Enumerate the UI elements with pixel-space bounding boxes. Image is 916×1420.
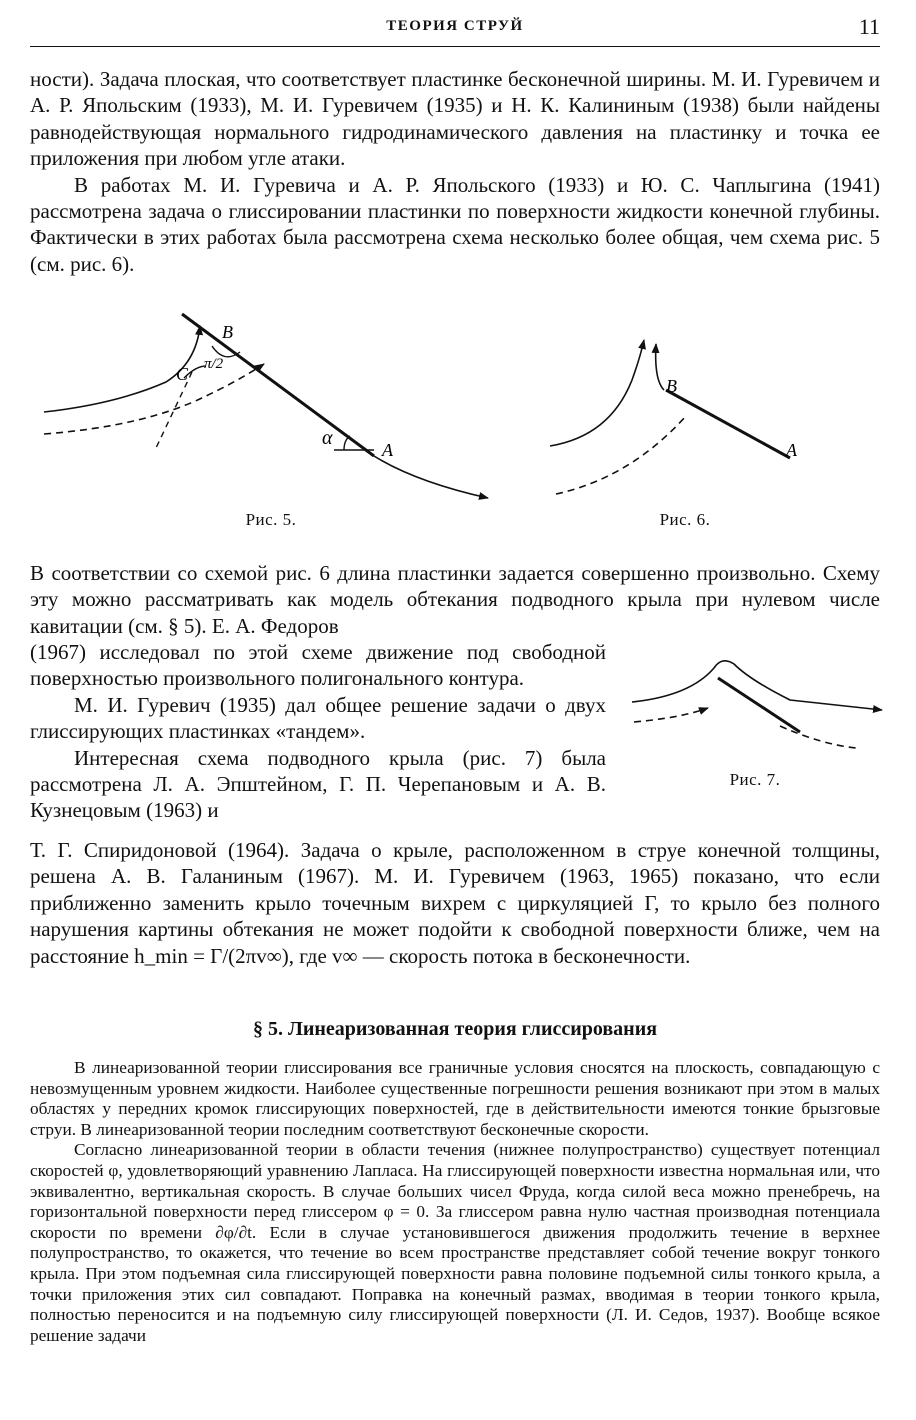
label-b: B: [666, 376, 677, 396]
figure-6-diagram: [540, 330, 880, 510]
middle-text-full: [30, 560, 880, 639]
label-right-angle: π/2: [204, 356, 224, 372]
dashed-streamline-right: [780, 726, 856, 748]
plate-line: [182, 314, 374, 456]
section-title: § 5. Линеаризованная теория глиссирования: [252, 1018, 658, 1040]
paragraph: Согласно линеаризованной теории в области течения (нижнее полупространство) существует потенциал скоростей φ, удовлетворяющий уравнению Лапласа. На глиссирующей поверхности известна нормальная или, что эквивалентно, вертикальная скорость. В случае больших чисел Фруда, когда силой веса можно пренебречь, на горизонтальной поверхности перед глиссером φ = 0. За глиссером равна нулю частная производная потенциала скорости по времени ∂φ/∂t. Если в случае установившегося движения продолжить течение в верхнее полупространство, то окажется, что течение во всем пространстве представляет собой течение вокруг тонкого крыла. При этом подъемная сила глиссирующей поверхности равна половине подъемной силы тонкого крыла, а точки приложения этих сил совпадают. Поправка на конечный размах, вводимая в теории тонкого крыла, полностью переносится и на подъемную силу глиссирующей поверхности (Л. И. Седов, 1937). Вообще всякое решение задачи: [30, 1140, 880, 1345]
figure-7-caption: Рис. 7.: [729, 770, 781, 789]
figure-5-caption: Рис. 5.: [245, 510, 297, 529]
dashed-streamline: [44, 364, 264, 434]
label-c: C: [176, 364, 189, 384]
plate-line: [666, 390, 790, 458]
figure-5: [36, 308, 506, 538]
figure-6-caption: Рис. 6.: [659, 510, 711, 529]
paragraph: В соответствии со схемой рис. 6 длина пластинки задается совершенно произвольно. Схему эту можно рассматривать как модель обтекания подводного крыла при нулевом числе кавитации (см. § 5). Е. А. Федоров: [30, 561, 880, 638]
dashed-streamline: [556, 416, 686, 494]
middle-text-continued: [30, 837, 880, 969]
dashed-streamline-left: [634, 708, 708, 722]
header-rule: [30, 46, 880, 47]
label-alpha: α: [322, 427, 333, 449]
trailing-streamline: [374, 456, 488, 498]
spray-jet-streamline: [656, 344, 664, 390]
figure-7: [630, 648, 890, 798]
wrapped-text: [30, 639, 606, 824]
running-title: ТЕОРИЯ СТРУЙ: [386, 18, 524, 34]
top-text-block: [30, 66, 880, 277]
hydrofoil-line: [718, 678, 800, 732]
figure-7-diagram: [630, 648, 890, 768]
running-head: [30, 14, 880, 40]
label-b: B: [222, 322, 233, 342]
upper-streamline: [550, 340, 644, 446]
paragraph: В работах М. И. Гуревича и А. Р. Япольского (1933) и Ю. С. Чаплыгина (1941) рассмотрена задача о глиссировании пластинки по поверхности жидкости конечной глубины. Фактически в этих работах была рассмотрена схема несколько более общая, чем схема рис. 5 (см. рис. 6).: [30, 172, 880, 276]
paragraph: М. И. Гуревич (1935) дал общее решение задачи о двух глиссирующих пластинках «тандем».: [30, 692, 606, 744]
label-a: A: [382, 440, 393, 460]
paragraph: (1967) исследовал по этой схеме движение под свободной поверхностью произвольного полигонального контура.: [30, 640, 606, 691]
paragraph: Интересная схема подводного крыла (рис. 7) была рассмотрена Л. А. Эпштейном, Г. П. Черепановым и А. В. Кузнецовым (1963) и: [30, 745, 606, 823]
paragraph: Т. Г. Спиридоновой (1964). Задача о крыле, расположенном в струе конечной толщины, решена А. В. Галаниным (1967). М. И. Гуревичем (1963, 1965) показано, что если приближенно заменить крыло точечным вихрем с циркуляцией Г, то крыло без полного нарушения картины обтекания не может подойти к свободной поверхности ближе, чем на расстояние h_min = Г/(2πv∞), где v∞ — скорость потока в бесконечности.: [30, 838, 880, 968]
figure-5-diagram: [36, 308, 506, 508]
label-a: A: [786, 440, 797, 460]
page-number: 11: [858, 14, 880, 39]
paragraph: В линеаризованной теории глиссирования все граничные условия сносятся на плоскость, совпадающую с невозмущенным уровнем жидкости. Наиболее существенные погрешности решения возникают при этом в малых областях у передних кромок глиссирующих поверхностей, где в действительности имеются тонкие брызговые струи. В линеаризованной теории последним соответствуют бесконечные скорости.: [30, 1058, 880, 1139]
figure-6: [540, 330, 880, 540]
bottom-text-block: [30, 1058, 880, 1346]
paragraph: ности). Задача плоская, что соответствует пластинке бесконечной ширины. М. И. Гуревичем и А. Р. Япольским (1933), М. И. Гуревичем (1935) и Н. К. Калининым (1938) были найдены равнодействующая нормального гидродинамического давления на пластинку и точка ее приложения при любом угле атаки.: [30, 67, 880, 171]
